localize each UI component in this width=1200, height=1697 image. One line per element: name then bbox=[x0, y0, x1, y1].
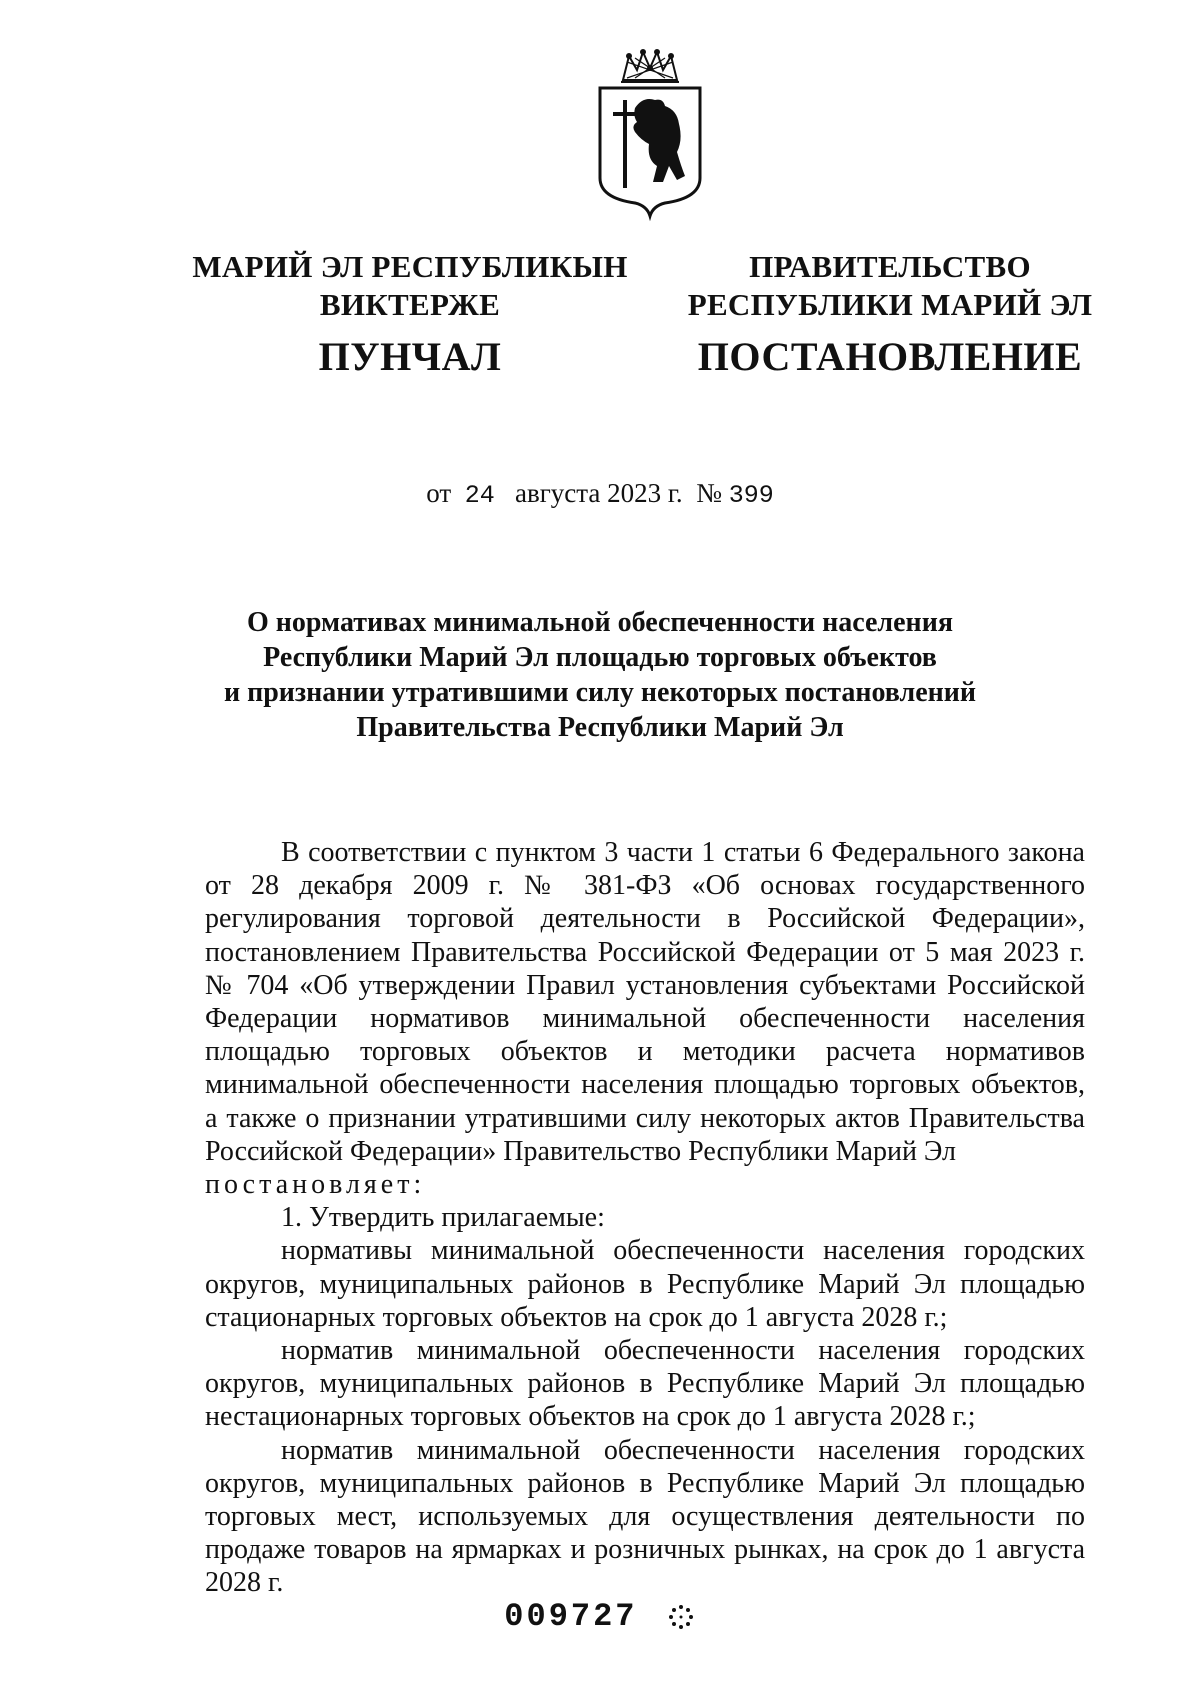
date-prefix: от bbox=[426, 478, 452, 508]
date-day: 24 bbox=[464, 481, 495, 510]
header-right-line1: ПРАВИТЕЛЬСТВО bbox=[749, 249, 1031, 284]
document-body bbox=[205, 836, 1085, 1600]
title-line: О нормативах минимальной обеспеченности населения bbox=[247, 607, 953, 638]
document-title bbox=[150, 605, 1050, 745]
clause-1-item-stationary: нормативы минимальной обеспеченности населения городских округов, муниципальных районов в Республике Марий Эл площадью стационарных торговых объектов на срок до 1 августа 2028 г.; bbox=[205, 1235, 1085, 1333]
document-number: 399 bbox=[728, 481, 774, 510]
header-right-block bbox=[660, 248, 1120, 380]
date-month-year: августа 2023 г. bbox=[515, 478, 683, 508]
title-line: Республики Марий Эл площадью торговых объектов bbox=[263, 642, 937, 673]
header-right-doc-type: ПОСТАНОВЛЕНИЕ bbox=[697, 334, 1083, 379]
header-left-block bbox=[180, 248, 640, 380]
serial-number-block bbox=[0, 1598, 1200, 1635]
header-left-doc-type: ПУНЧАЛ bbox=[318, 334, 502, 379]
clause-1-item-fairs-markets: норматив минимальной обеспеченности населения городских округов, муниципальных районов в Республике Марий Эл площадью торговых мест, используемых для осуществления деятельности по продаже товаров на ярмарках и розничных рынках, на срок до 1 августа 2028 г. bbox=[205, 1434, 1085, 1599]
resolves-word: постановляет: bbox=[205, 1169, 426, 1201]
preamble-paragraph: В соответствии с пунктом 3 части 1 статьи 6 Федерального закона от 28 декабря 2009 г. № 381-ФЗ «Об основах государственного регулирования торговой деятельности в Российской Федерации», постановлением Правительства Российской Федерации от 5 мая 2023 г. № 704 «Об утверждении Правил установления субъектами Российской Федерации нормативов минимальной обеспеченности населения площадью торговых объектов и методики расчета нормативов минимальной обеспеченности населения площадью торговых объектов, а также о признании утратившими силу некоторых актов Правительства Российской Федерации» Правительство Республики Марий Эл bbox=[205, 837, 1085, 1167]
title-line: и признании утратившими силу некоторых постановлений bbox=[223, 677, 977, 708]
number-sign: № bbox=[696, 478, 722, 508]
header-left-line1: МАРИЙ ЭЛ РЕСПУБЛИКЫН bbox=[192, 249, 628, 284]
clause-1: 1. Утвердить прилагаемые: bbox=[281, 1202, 605, 1234]
serial-number: 009727 bbox=[504, 1598, 638, 1635]
coat-of-arms-icon bbox=[585, 48, 715, 223]
title-line: Правительства Республики Марий Эл bbox=[356, 712, 844, 743]
header-left-line2: ВИКТЕРЖЕ bbox=[319, 287, 501, 322]
header-right-line2: РЕСПУБЛИКИ МАРИЙ ЭЛ bbox=[687, 287, 1093, 322]
asterisk-mark-icon bbox=[666, 1602, 696, 1632]
clause-1-item-nonstationary: норматив минимальной обеспеченности населения городских округов, муниципальных районов в Республике Марий Эл площадью нестационарных торговых объектов на срок до 1 августа 2028 г.; bbox=[205, 1335, 1085, 1433]
date-and-number bbox=[0, 478, 1200, 510]
